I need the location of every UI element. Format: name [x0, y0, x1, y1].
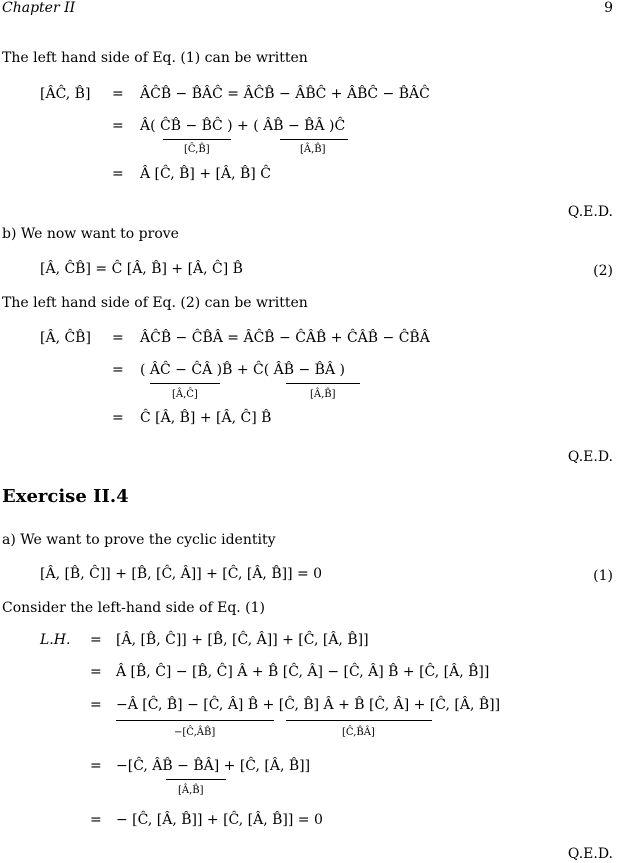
block3-row1-expr: [Â, [B̂, Ĉ]] + [B̂, [Ĉ, Â]] + [Ĉ, [Â, B̂]]: [116, 632, 369, 648]
underbrace-2b: [286, 379, 360, 384]
underbrace-label-1a: [Ĉ,B̂]: [184, 144, 210, 155]
block3-row4-expr: −[Ĉ, ÂB̂ − B̂Â] + [Ĉ, [Â, B̂]]: [116, 758, 311, 774]
qed-1: Q.E.D.: [567, 204, 613, 220]
equation-2: [Â, ĈB̂] = Ĉ [Â, B̂] + [Â, Ĉ] B̂: [40, 261, 243, 277]
block1-row1-eq: =: [112, 86, 124, 102]
block3-row3-eq: =: [90, 697, 102, 713]
underbrace-1b: [280, 135, 348, 140]
block2-row3-eq: =: [112, 410, 124, 426]
intro-text-1: The left hand side of Eq. (1) can be written: [2, 50, 308, 66]
equation-1-number: (1): [593, 568, 613, 584]
block2-row1-eq: =: [112, 330, 124, 346]
block2-lhs: [Â, ĈB̂]: [40, 330, 91, 346]
chapter-title: Chapter II: [2, 0, 76, 16]
block2-row1-expr: ÂĈB̂ − ĈB̂Â = ÂĈB̂ − ĈÂB̂ + ĈÂB̂ − ĈB̂Â: [140, 330, 430, 346]
block1-row2-eq: =: [112, 118, 124, 134]
part-a-text: a) We want to prove the cyclic identity: [2, 532, 276, 548]
block3-row4-eq: =: [90, 758, 102, 774]
underbrace-label-3c: [Â,B̂]: [178, 785, 204, 796]
underbrace-1a: [163, 135, 231, 140]
page-number: 9: [604, 0, 613, 16]
block3-row5-eq: =: [90, 812, 102, 828]
block1-lhs: [ÂĈ, B̂]: [40, 86, 91, 102]
block3-row3-expr: −Â [Ĉ, B̂] − [Ĉ, Â] B̂ + [Ĉ, B̂] Â + B̂ [Ĉ, Â] + [Ĉ, [Â, B̂]]: [116, 697, 501, 713]
underbrace-3c: [166, 775, 226, 780]
underbrace-3a: [116, 716, 274, 721]
exercise-title: Exercise II.4: [2, 486, 129, 507]
equation-1: [Â, [B̂, Ĉ]] + [B̂, [Ĉ, Â]] + [Ĉ, [Â, B̂]] = 0: [40, 566, 323, 582]
underbrace-label-3b: [Ĉ,B̂Â]: [342, 727, 375, 738]
block2-row2-eq: =: [112, 362, 124, 378]
underbrace-label-2a: [Â,Ĉ]: [172, 389, 198, 400]
underbrace-label-1b: [Â,B̂]: [300, 144, 326, 155]
block1-row3-eq: =: [112, 166, 124, 182]
intro-text-3: Consider the left-hand side of Eq. (1): [2, 600, 266, 616]
part-b-text: b) We now want to prove: [2, 226, 179, 242]
underbrace-label-3a: −[Ĉ,ÂB̂]: [174, 727, 216, 738]
block2-row2-expr: ( ÂĈ − ĈÂ )B̂ + Ĉ( ÂB̂ − B̂Â ): [140, 362, 345, 378]
block1-row3-expr: Â [Ĉ, B̂] + [Â, B̂] Ĉ: [140, 166, 271, 182]
qed-3: Q.E.D.: [567, 846, 613, 862]
block1-row2-expr: Â( ĈB̂ − B̂Ĉ ) + ( ÂB̂ − B̂Â )Ĉ: [140, 118, 346, 134]
underbrace-3b: [286, 716, 432, 721]
block1-row1-expr: ÂĈB̂ − B̂ÂĈ = ÂĈB̂ − ÂB̂Ĉ + ÂB̂Ĉ − B̂ÂĈ: [140, 86, 430, 102]
underbrace-label-2b: [Â,B̂]: [310, 389, 336, 400]
block3-row5-expr: − [Ĉ, [Â, B̂]] + [Ĉ, [Â, B̂]] = 0: [116, 812, 323, 828]
block3-row2-eq: =: [90, 664, 102, 680]
block2-row3-expr: Ĉ [Â, B̂] + [Â, Ĉ] B̂: [140, 410, 272, 426]
underbrace-2a: [150, 379, 220, 384]
block3-row2-expr: Â [B̂, Ĉ] − [B̂, Ĉ] Â + B̂ [Ĉ, Â] − [Ĉ, Â] B̂ + [Ĉ, [Â, B̂]]: [116, 664, 490, 680]
intro-text-2: The left hand side of Eq. (2) can be written: [2, 295, 308, 311]
equation-2-number: (2): [593, 263, 613, 279]
qed-2: Q.E.D.: [567, 449, 613, 465]
block3-lhs: L.H.: [40, 632, 71, 648]
block3-row1-eq: =: [90, 632, 102, 648]
